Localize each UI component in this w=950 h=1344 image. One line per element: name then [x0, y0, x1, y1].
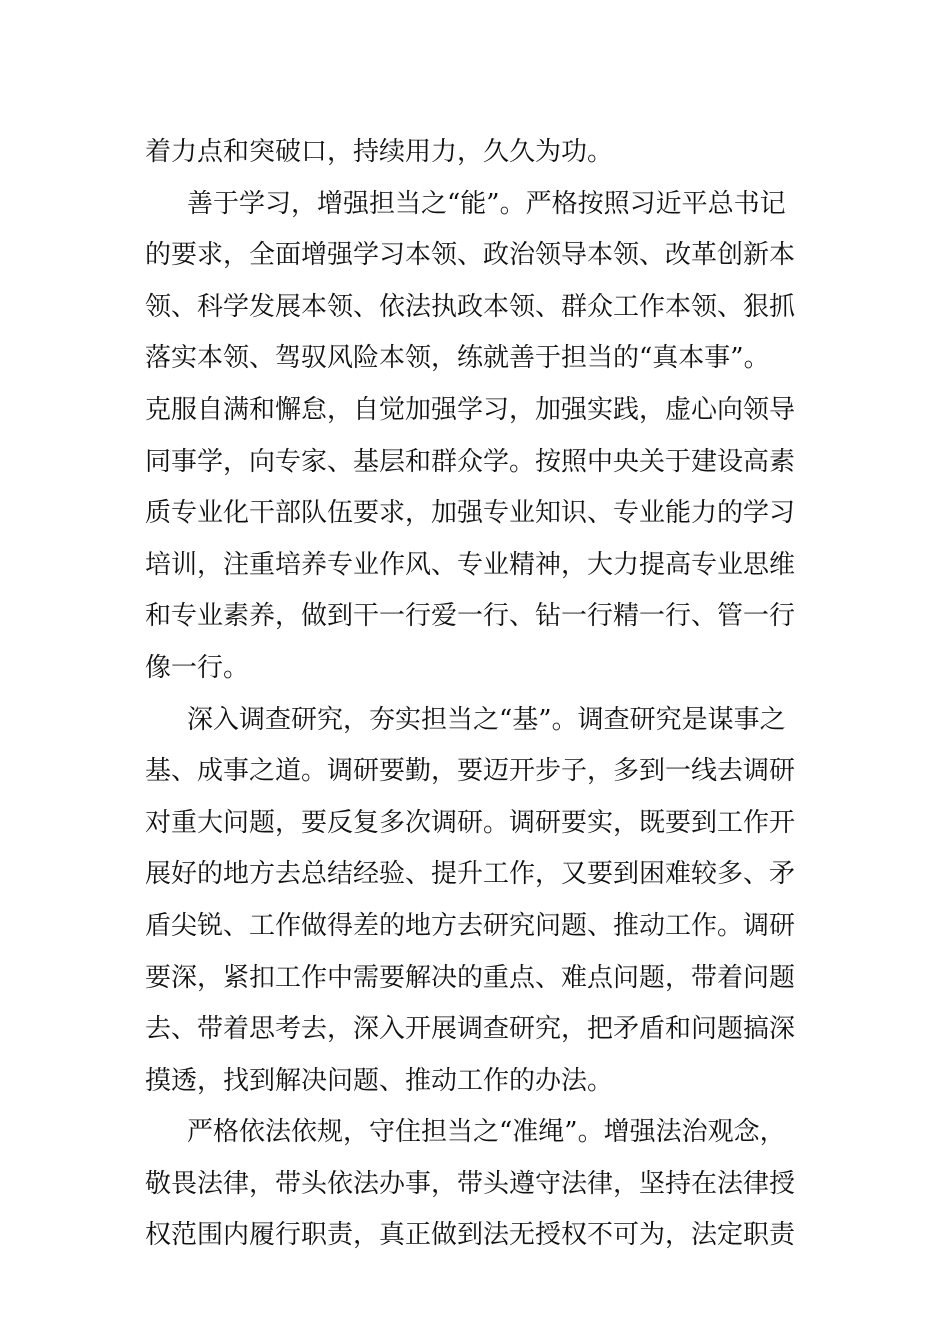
- text-line: 培训，注重培养专业作风、专业精神，大力提高专业思维: [145, 549, 796, 580]
- text-line: 落实本领、驾驭风险本领，练就善于担当的“真本事”。: [145, 343, 770, 374]
- text-line: 基、成事之道。调研要勤，要迈开步子，多到一线去调研: [145, 756, 796, 787]
- text-line: 要深，紧扣工作中需要解决的重点、难点问题，带着问题: [145, 962, 796, 993]
- text-line: 去、带着思考去，深入开展调查研究，把矛盾和问题搞深: [145, 1014, 796, 1045]
- text-line: 权范围内履行职责，真正做到法无授权不可为，法定职责: [145, 1220, 796, 1251]
- text-line: 对重大问题，要反复多次调研。调研要实，既要到工作开: [145, 807, 796, 838]
- text-line: 敬畏法律，带头依法办事，带头遵守法律，坚持在法律授: [145, 1168, 796, 1199]
- text-line: 盾尖锐、工作做得差的地方去研究问题、推动工作。调研: [145, 910, 796, 941]
- text-line: 同事学，向专家、基层和群众学。按照中央关于建设高素: [145, 446, 796, 477]
- text-line: 克服自满和懈怠，自觉加强学习，加强实践，虚心向领导: [145, 394, 796, 425]
- text-line: 着力点和突破口，持续用力，久久为功。: [145, 137, 614, 167]
- text-line: 质专业化干部队伍要求，加强专业知识、专业能力的学习: [145, 498, 796, 529]
- paragraph-start-line: 严格依法依规，守住担当之“准绳”。增强法治观念，: [187, 1117, 786, 1148]
- paragraph-start-line: 善于学习，增强担当之“能”。严格按照习近平总书记: [187, 188, 786, 219]
- text-line: 摸透，找到解决问题、推动工作的办法。: [145, 1065, 614, 1096]
- text-line: 的要求，全面增强学习本领、政治领导本领、改革创新本: [145, 240, 796, 271]
- body-text: [145, 127, 805, 1262]
- text-line: 领、科学发展本领、依法执政本领、群众工作本领、狠抓: [145, 291, 796, 322]
- paragraph-start-line: 深入调查研究，夯实担当之“基”。调查研究是谋事之: [187, 704, 786, 735]
- text-line: 像一行。: [145, 652, 250, 683]
- text-line: 展好的地方去总结经验、提升工作，又要到困难较多、矛: [145, 859, 796, 890]
- text-line: 和专业素养，做到干一行爱一行、钻一行精一行、管一行: [145, 601, 796, 632]
